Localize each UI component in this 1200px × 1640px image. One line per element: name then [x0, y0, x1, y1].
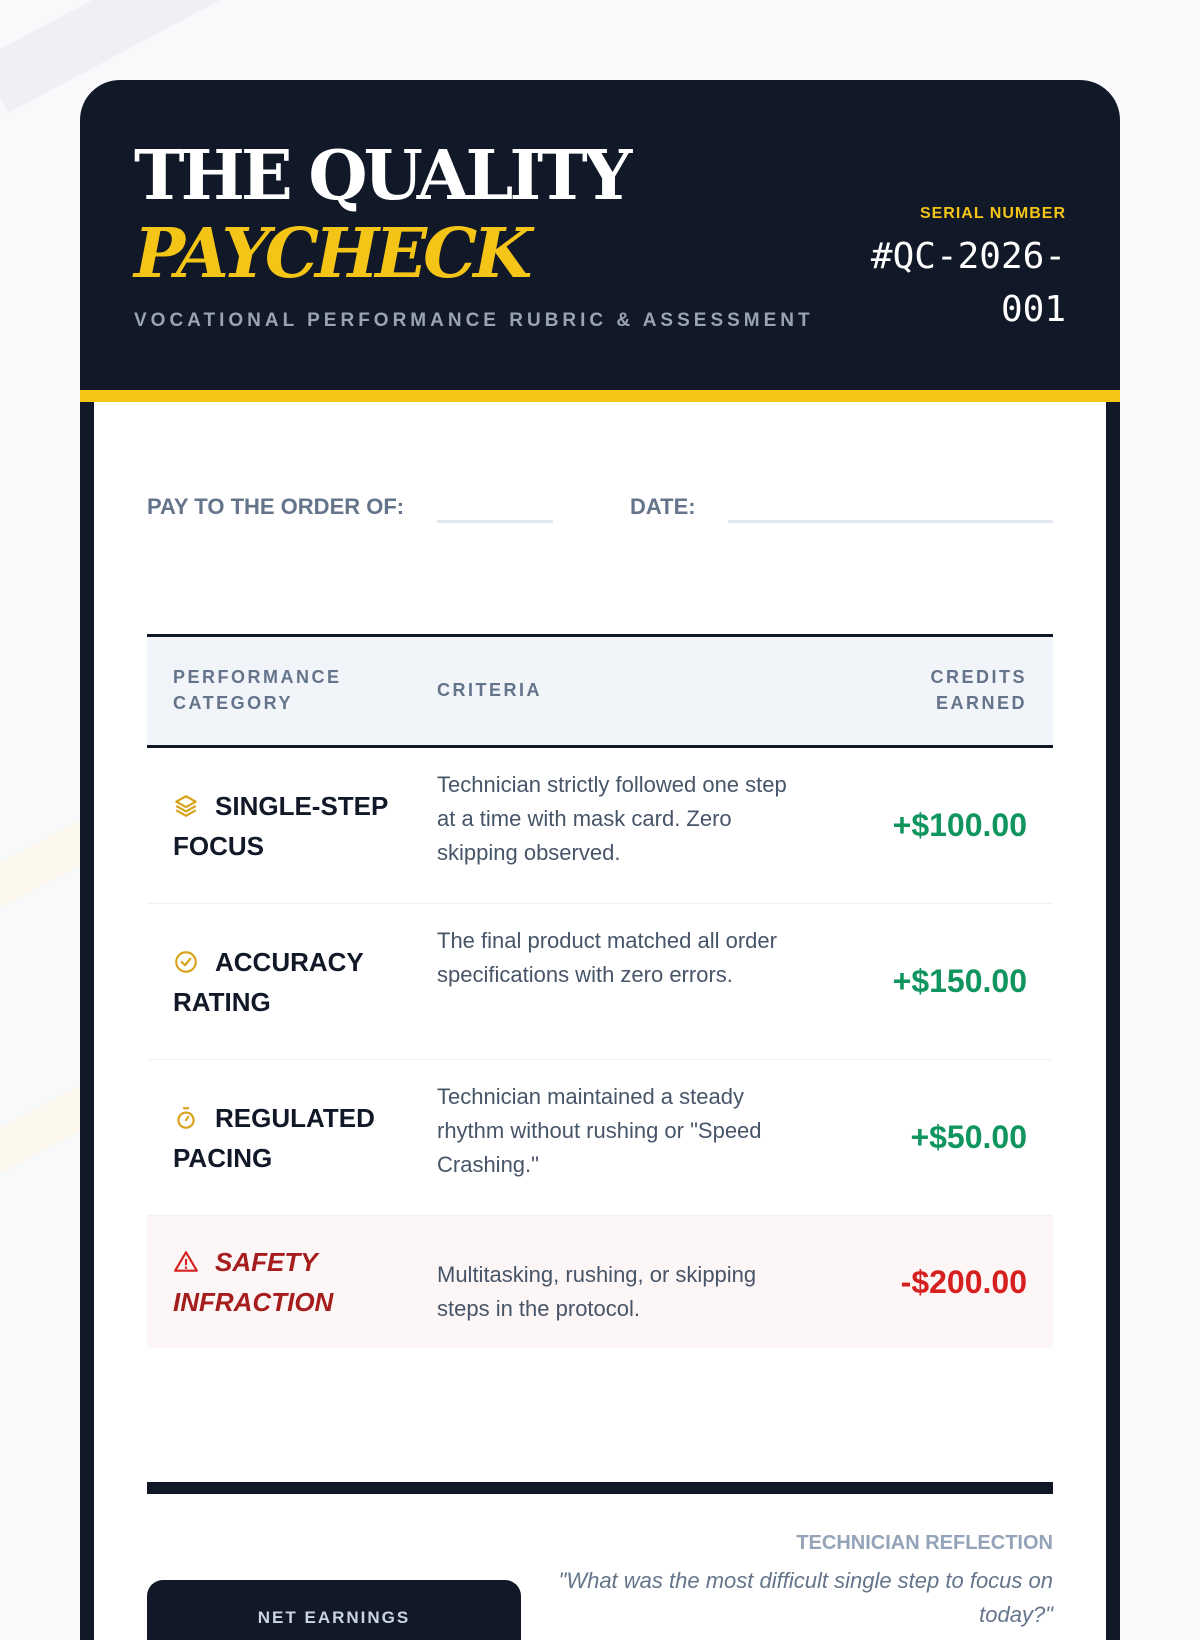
warning-icon: [173, 1246, 199, 1272]
title-line-2: PAYCHECK: [134, 214, 529, 294]
header-criteria: CRITERIA: [437, 680, 542, 700]
deduction-amount: -$200.00: [900, 1264, 1027, 1300]
layers-icon: [173, 790, 199, 816]
credit-amount: +$150.00: [892, 963, 1027, 999]
net-earnings-label: NET EARNINGS: [257, 1608, 411, 1627]
criteria-text: Technician strictly followed one step at a time with mask card. Zero skipping observed.: [437, 772, 787, 865]
date-label: DATE:: [630, 494, 696, 519]
accent-bar: [80, 390, 1120, 402]
criteria-text: Multitasking, rushing, or skipping steps in the protocol.: [437, 1262, 757, 1321]
credit-amount: +$50.00: [910, 1119, 1027, 1155]
pay-to-field[interactable]: [437, 520, 553, 523]
title-line-1: THE QUALITY: [134, 136, 629, 216]
category-label: REGULATED PACING: [173, 1103, 375, 1173]
table-row: [147, 1216, 1053, 1348]
table-row: [147, 1060, 1053, 1216]
table-header: [147, 634, 1053, 748]
check-circle-icon: [173, 946, 199, 972]
serial-number-label: SERIAL NUMBER: [919, 205, 1066, 222]
net-earnings-box: [147, 1580, 521, 1640]
criteria-text: Technician maintained a steady rhythm without rushing or "Speed Crashing.": [437, 1084, 762, 1177]
pay-to-label: PAY TO THE ORDER OF:: [147, 494, 405, 519]
criteria-text: The final product matched all order specifications with zero errors.: [437, 928, 777, 987]
category-label: SINGLE-STEP FOCUS: [173, 791, 388, 861]
paycheck-card: [80, 80, 1120, 1640]
section-divider: [147, 1482, 1053, 1494]
serial-number-value: #QC-2026-001: [870, 236, 1066, 330]
header-credits: CREDITS EARNED: [930, 667, 1027, 713]
header-category: PERFORMANCE CATEGORY: [173, 667, 342, 713]
reflection-label: TECHNICIAN REFLECTION: [796, 1532, 1053, 1554]
rubric-table: [147, 634, 1053, 1348]
table-row: [147, 748, 1053, 904]
date-field[interactable]: [728, 520, 1053, 523]
paycheck-header: [80, 80, 1120, 390]
credit-amount: +$100.00: [892, 807, 1027, 843]
paycheck-body: [94, 402, 1106, 1640]
subtitle: VOCATIONAL PERFORMANCE RUBRIC & ASSESSMENT: [134, 310, 814, 331]
reflection-question: "What was the most difficult single step to focus on today?": [558, 1568, 1053, 1627]
table-row: [147, 904, 1053, 1060]
timer-icon: [173, 1102, 199, 1128]
category-label: SAFETY INFRACTION: [173, 1247, 334, 1317]
category-label: ACCURACY RATING: [173, 947, 364, 1017]
